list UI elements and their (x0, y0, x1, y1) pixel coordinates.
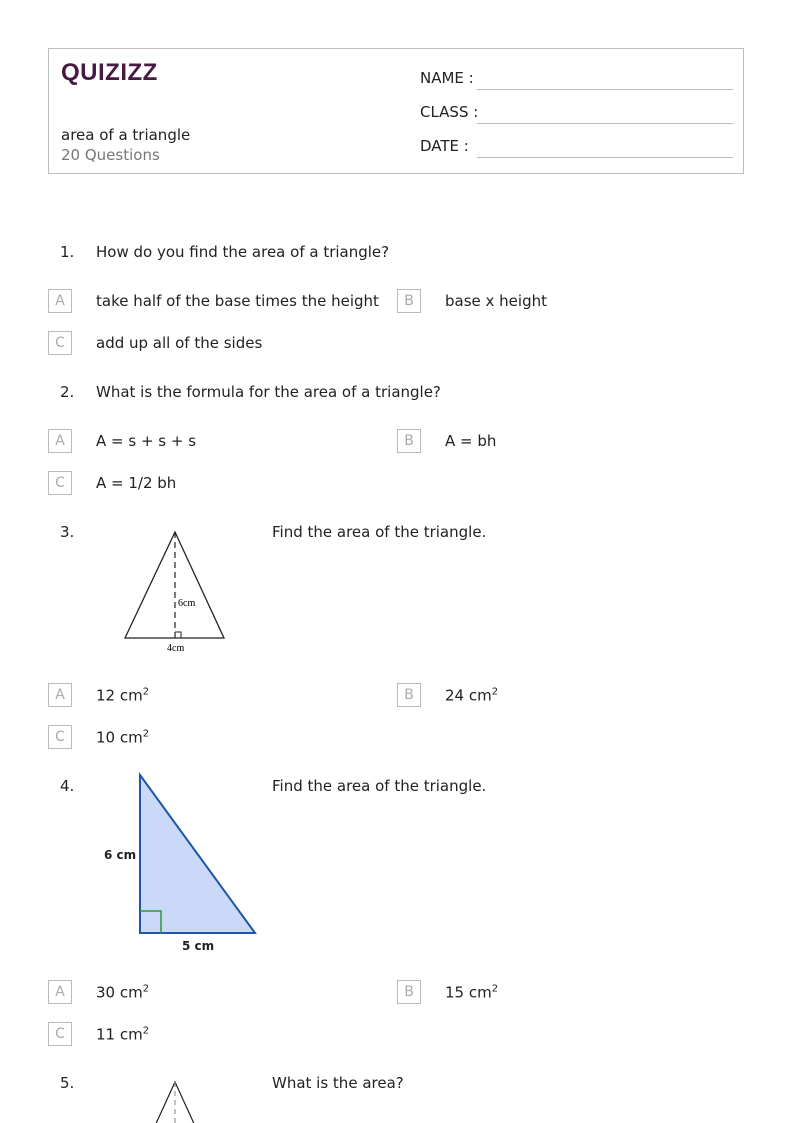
question-text: What is the area? (272, 1074, 404, 1092)
option-letter[interactable]: C (48, 471, 72, 495)
option-letter[interactable]: C (48, 331, 72, 355)
height-label: 6 cm (104, 848, 137, 862)
option-text: A = 1/2 bh (96, 474, 177, 492)
option-letter[interactable]: A (48, 289, 72, 313)
question-number: 1. (60, 243, 75, 261)
option-letter[interactable]: B (397, 429, 421, 453)
option-text: base x height (445, 292, 547, 310)
option-text: 12 $cm^2$ (96, 686, 150, 705)
option-letter[interactable]: B (397, 289, 421, 313)
option-letter[interactable]: A (48, 683, 72, 707)
question-text: Find the area of the triangle. (272, 523, 487, 541)
date-field[interactable] (477, 157, 733, 158)
option-text: 24 $cm^2$ (445, 686, 499, 705)
option-text: take half of the base times the height (96, 292, 379, 310)
quizizz-logo: QUIZIZZ (61, 59, 158, 86)
class-label: CLASS : (420, 103, 479, 121)
class-field[interactable] (477, 123, 733, 124)
right-triangle-figure (98, 770, 268, 960)
triangle-figure (140, 1078, 210, 1123)
option-text: A = bh (445, 432, 497, 450)
option-letter[interactable]: A (48, 429, 72, 453)
name-field[interactable] (477, 89, 733, 90)
option-letter[interactable]: A (48, 980, 72, 1004)
base-label: 5 cm (182, 939, 215, 953)
option-text: 30 $cm^2$ (96, 983, 150, 1002)
question-number: 3. (60, 523, 75, 541)
option-text: add up all of the sides (96, 334, 263, 352)
name-label: NAME : (420, 69, 474, 87)
option-letter[interactable]: C (48, 725, 72, 749)
option-letter[interactable]: B (397, 683, 421, 707)
option-text: A = s + s + s (96, 432, 197, 450)
isosceles-triangle-figure (110, 525, 240, 660)
option-text: 10 $cm^2$ (96, 728, 150, 747)
option-letter[interactable]: B (397, 980, 421, 1004)
option-letter[interactable]: C (48, 1022, 72, 1046)
question-number: 2. (60, 383, 75, 401)
worksheet-header (48, 48, 744, 174)
date-label: DATE : (420, 137, 469, 155)
worksheet-title: area of a triangle (61, 126, 191, 144)
question-number: 4. (60, 777, 75, 795)
base-label: 4cm (167, 643, 185, 654)
option-text: 15 $cm^2$ (445, 983, 499, 1002)
question-text: How do you find the area of a triangle? (96, 243, 390, 261)
option-text: 11 $cm^2$ (96, 1025, 150, 1044)
question-count: 20 Questions (61, 146, 160, 164)
question-text: What is the formula for the area of a triangle? (96, 383, 441, 401)
question-number: 5. (60, 1074, 75, 1092)
question-text: Find the area of the triangle. (272, 777, 487, 795)
height-label: 6cm (178, 598, 196, 609)
